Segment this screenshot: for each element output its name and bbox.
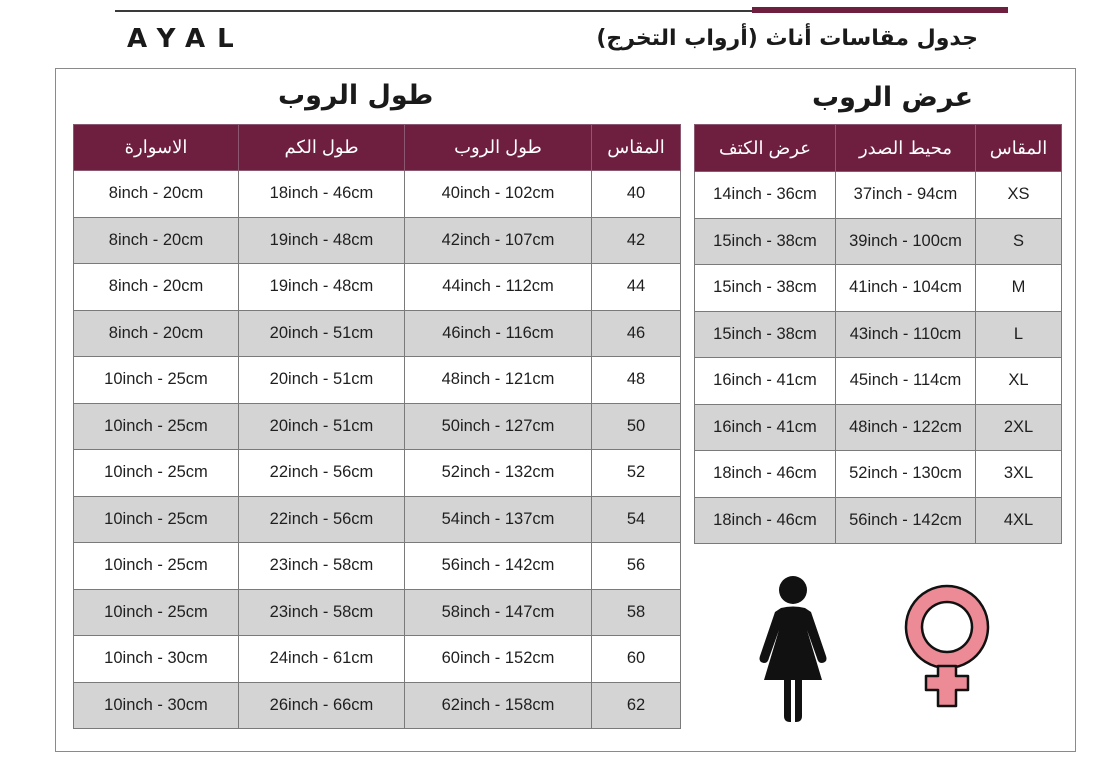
width-section-title: عرض الروب — [812, 82, 974, 113]
cell-chest: 56inch - 142cm — [836, 497, 976, 544]
table-row — [74, 357, 681, 404]
cell-size: XL — [976, 358, 1062, 405]
cell-robe-length: 62inch - 158cm — [405, 682, 592, 729]
cell-shoulder-width: 18inch - 46cm — [695, 497, 836, 544]
table-row — [74, 589, 681, 636]
table-row — [74, 496, 681, 543]
cell-robe-length: 54inch - 137cm — [405, 496, 592, 543]
cell-cuff: 8inch - 20cm — [74, 310, 239, 357]
cell-size: 40 — [592, 171, 681, 218]
cell-robe-length: 58inch - 147cm — [405, 589, 592, 636]
table-row — [74, 171, 681, 218]
cell-sleeve-length: 18inch - 46cm — [239, 171, 405, 218]
header-sleeve-length: طول الكم — [239, 125, 405, 171]
cell-size: 3XL — [976, 451, 1062, 498]
table-row — [695, 404, 1062, 451]
cell-shoulder-width: 15inch - 38cm — [695, 311, 836, 358]
table-row — [74, 217, 681, 264]
brand-logo: AYAL — [127, 24, 246, 54]
length-size-table — [73, 124, 681, 729]
cell-size: 52 — [592, 450, 681, 497]
cell-cuff: 10inch - 25cm — [74, 543, 239, 590]
cell-sleeve-length: 20inch - 51cm — [239, 357, 405, 404]
cell-sleeve-length: 24inch - 61cm — [239, 636, 405, 683]
cell-sleeve-length: 23inch - 58cm — [239, 589, 405, 636]
cell-shoulder-width: 15inch - 38cm — [695, 265, 836, 312]
cell-chest: 39inch - 100cm — [836, 218, 976, 265]
cell-size: 58 — [592, 589, 681, 636]
cell-cuff: 10inch - 25cm — [74, 589, 239, 636]
cell-sleeve-length: 23inch - 58cm — [239, 543, 405, 590]
table-row — [74, 636, 681, 683]
cell-chest: 41inch - 104cm — [836, 265, 976, 312]
cell-size: 62 — [592, 682, 681, 729]
cell-cuff: 10inch - 30cm — [74, 636, 239, 683]
header-shoulder-width: عرض الكتف — [695, 125, 836, 172]
table-row — [74, 264, 681, 311]
female-symbol-icon — [904, 584, 990, 710]
cell-size: 4XL — [976, 497, 1062, 544]
cell-robe-length: 56inch - 142cm — [405, 543, 592, 590]
table-row — [695, 311, 1062, 358]
header-cuff: الاسوارة — [74, 125, 239, 171]
table-row — [695, 218, 1062, 265]
cell-size: 42 — [592, 217, 681, 264]
cell-sleeve-length: 20inch - 51cm — [239, 403, 405, 450]
header-chest: محيط الصدر — [836, 125, 976, 172]
cell-robe-length: 48inch - 121cm — [405, 357, 592, 404]
table-row — [695, 451, 1062, 498]
cell-cuff: 10inch - 25cm — [74, 357, 239, 404]
cell-robe-length: 40inch - 102cm — [405, 171, 592, 218]
page-title: جدول مقاسات أناث (أرواب التخرج) — [596, 26, 978, 51]
cell-shoulder-width: 14inch - 36cm — [695, 172, 836, 219]
cell-cuff: 10inch - 25cm — [74, 496, 239, 543]
cell-chest: 45inch - 114cm — [836, 358, 976, 405]
cell-size: 50 — [592, 403, 681, 450]
table-row — [74, 543, 681, 590]
cell-robe-length: 52inch - 132cm — [405, 450, 592, 497]
cell-size: M — [976, 265, 1062, 312]
top-divider-line — [115, 10, 755, 12]
cell-sleeve-length: 22inch - 56cm — [239, 496, 405, 543]
cell-chest: 43inch - 110cm — [836, 311, 976, 358]
cell-cuff: 8inch - 20cm — [74, 217, 239, 264]
cell-chest: 48inch - 122cm — [836, 404, 976, 451]
cell-size: L — [976, 311, 1062, 358]
cell-cuff: 10inch - 30cm — [74, 682, 239, 729]
table-row — [695, 358, 1062, 405]
cell-robe-length: 50inch - 127cm — [405, 403, 592, 450]
table-row — [74, 450, 681, 497]
cell-size: 60 — [592, 636, 681, 683]
length-section-title: طول الروب — [278, 80, 434, 111]
cell-cuff: 10inch - 25cm — [74, 450, 239, 497]
cell-size: XS — [976, 172, 1062, 219]
cell-shoulder-width: 16inch - 41cm — [695, 404, 836, 451]
table-row — [695, 265, 1062, 312]
table-row — [695, 497, 1062, 544]
cell-sleeve-length: 22inch - 56cm — [239, 450, 405, 497]
header-size: المقاس — [592, 125, 681, 171]
cell-size: 48 — [592, 357, 681, 404]
woman-icon — [752, 576, 834, 722]
cell-sleeve-length: 19inch - 48cm — [239, 264, 405, 311]
cell-size: 44 — [592, 264, 681, 311]
cell-size: 46 — [592, 310, 681, 357]
cell-cuff: 8inch - 20cm — [74, 264, 239, 311]
header-robe-length: طول الروب — [405, 125, 592, 171]
cell-robe-length: 60inch - 152cm — [405, 636, 592, 683]
width-size-table — [694, 124, 1062, 544]
cell-shoulder-width: 16inch - 41cm — [695, 358, 836, 405]
table-row — [74, 403, 681, 450]
cell-chest: 52inch - 130cm — [836, 451, 976, 498]
cell-size: 56 — [592, 543, 681, 590]
table-header-row — [695, 125, 1062, 172]
cell-size: 2XL — [976, 404, 1062, 451]
table-row — [74, 310, 681, 357]
cell-robe-length: 42inch - 107cm — [405, 217, 592, 264]
cell-shoulder-width: 15inch - 38cm — [695, 218, 836, 265]
header-size: المقاس — [976, 125, 1062, 172]
cell-size: S — [976, 218, 1062, 265]
cell-shoulder-width: 18inch - 46cm — [695, 451, 836, 498]
top-accent-bar — [752, 7, 1008, 13]
cell-size: 54 — [592, 496, 681, 543]
cell-sleeve-length: 26inch - 66cm — [239, 682, 405, 729]
cell-robe-length: 46inch - 116cm — [405, 310, 592, 357]
table-row — [74, 682, 681, 729]
cell-cuff: 8inch - 20cm — [74, 171, 239, 218]
table-header-row — [74, 125, 681, 171]
cell-cuff: 10inch - 25cm — [74, 403, 239, 450]
cell-chest: 37inch - 94cm — [836, 172, 976, 219]
cell-sleeve-length: 19inch - 48cm — [239, 217, 405, 264]
cell-sleeve-length: 20inch - 51cm — [239, 310, 405, 357]
table-row — [695, 172, 1062, 219]
cell-robe-length: 44inch - 112cm — [405, 264, 592, 311]
